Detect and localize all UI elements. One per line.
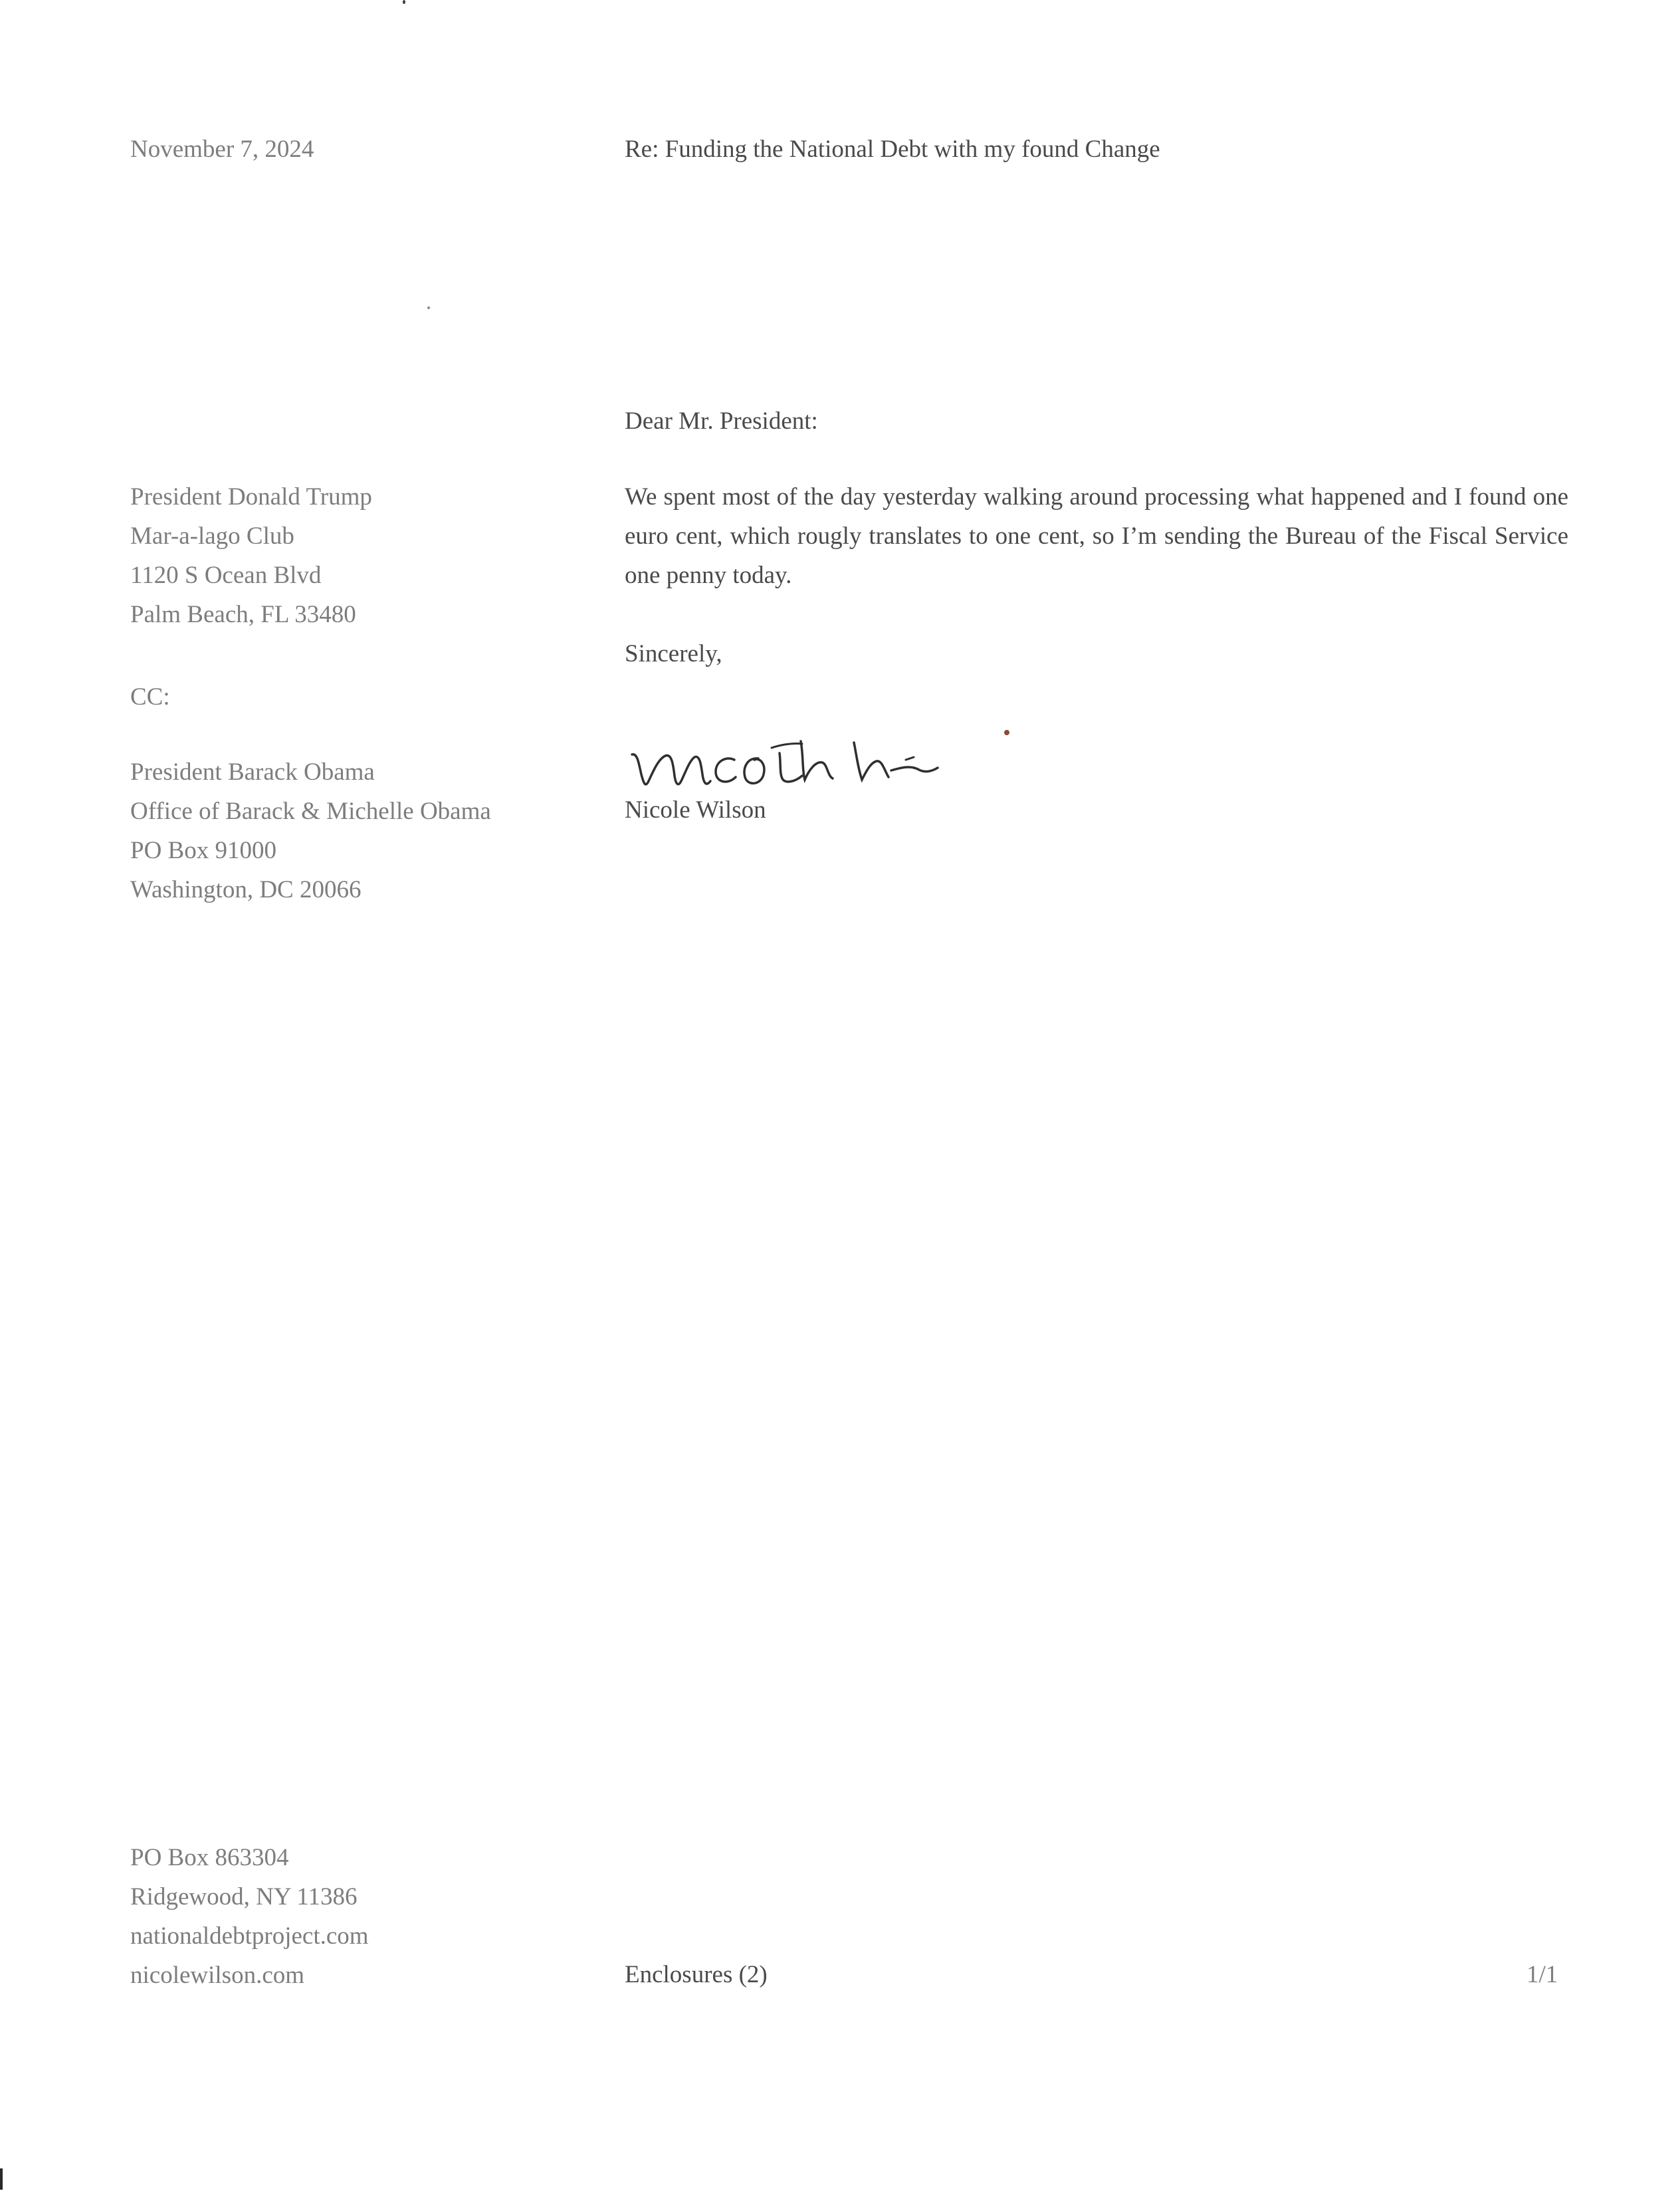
scan-speck xyxy=(403,0,405,4)
scan-speck xyxy=(427,306,430,309)
enclosures: Enclosures (2) xyxy=(625,1961,768,1988)
cc-line-1: Office of Barack & Michelle Obama xyxy=(130,798,491,825)
recipient-line-2: 1120 S Ocean Blvd xyxy=(130,562,322,589)
footer-address xyxy=(130,1838,369,1995)
closing: Sincerely, xyxy=(625,640,722,667)
scan-edge-mark xyxy=(0,2168,3,2190)
page-number: 1/1 xyxy=(1526,1961,1558,1988)
cc-line-2: PO Box 91000 xyxy=(130,837,276,864)
cc-label: CC: xyxy=(130,683,170,711)
letter-date: November 7, 2024 xyxy=(130,136,314,163)
footer-website-1: nationaldebtproject.com xyxy=(130,1922,369,1950)
recipient-line-3: Palm Beach, FL 33480 xyxy=(130,601,356,628)
salutation: Dear Mr. President: xyxy=(625,407,818,435)
cc-name: President Barack Obama xyxy=(130,758,375,786)
footer-address-line-1: PO Box 863304 xyxy=(130,1844,289,1871)
recipient-address xyxy=(130,477,372,634)
letter-subject: Re: Funding the National Debt with my found Change xyxy=(625,136,1160,163)
ink-dot xyxy=(1004,730,1009,735)
signer-name: Nicole Wilson xyxy=(625,796,766,824)
footer-address-line-2: Ridgewood, NY 11386 xyxy=(130,1883,358,1910)
recipient-line-1: Mar-a-lago Club xyxy=(130,522,294,550)
cc-line-3: Washington, DC 20066 xyxy=(130,876,362,903)
footer-website-2: nicolewilson.com xyxy=(130,1962,305,1989)
cc-address xyxy=(130,752,491,909)
signature xyxy=(628,721,947,794)
letter-body: We spent most of the day yesterday walking around processing what happened and I found one euro cent, which rougly translates to one cent, so I’m sending the Bureau of the Fiscal Service one penny today. xyxy=(625,483,1568,589)
recipient-name: President Donald Trump xyxy=(130,483,372,511)
